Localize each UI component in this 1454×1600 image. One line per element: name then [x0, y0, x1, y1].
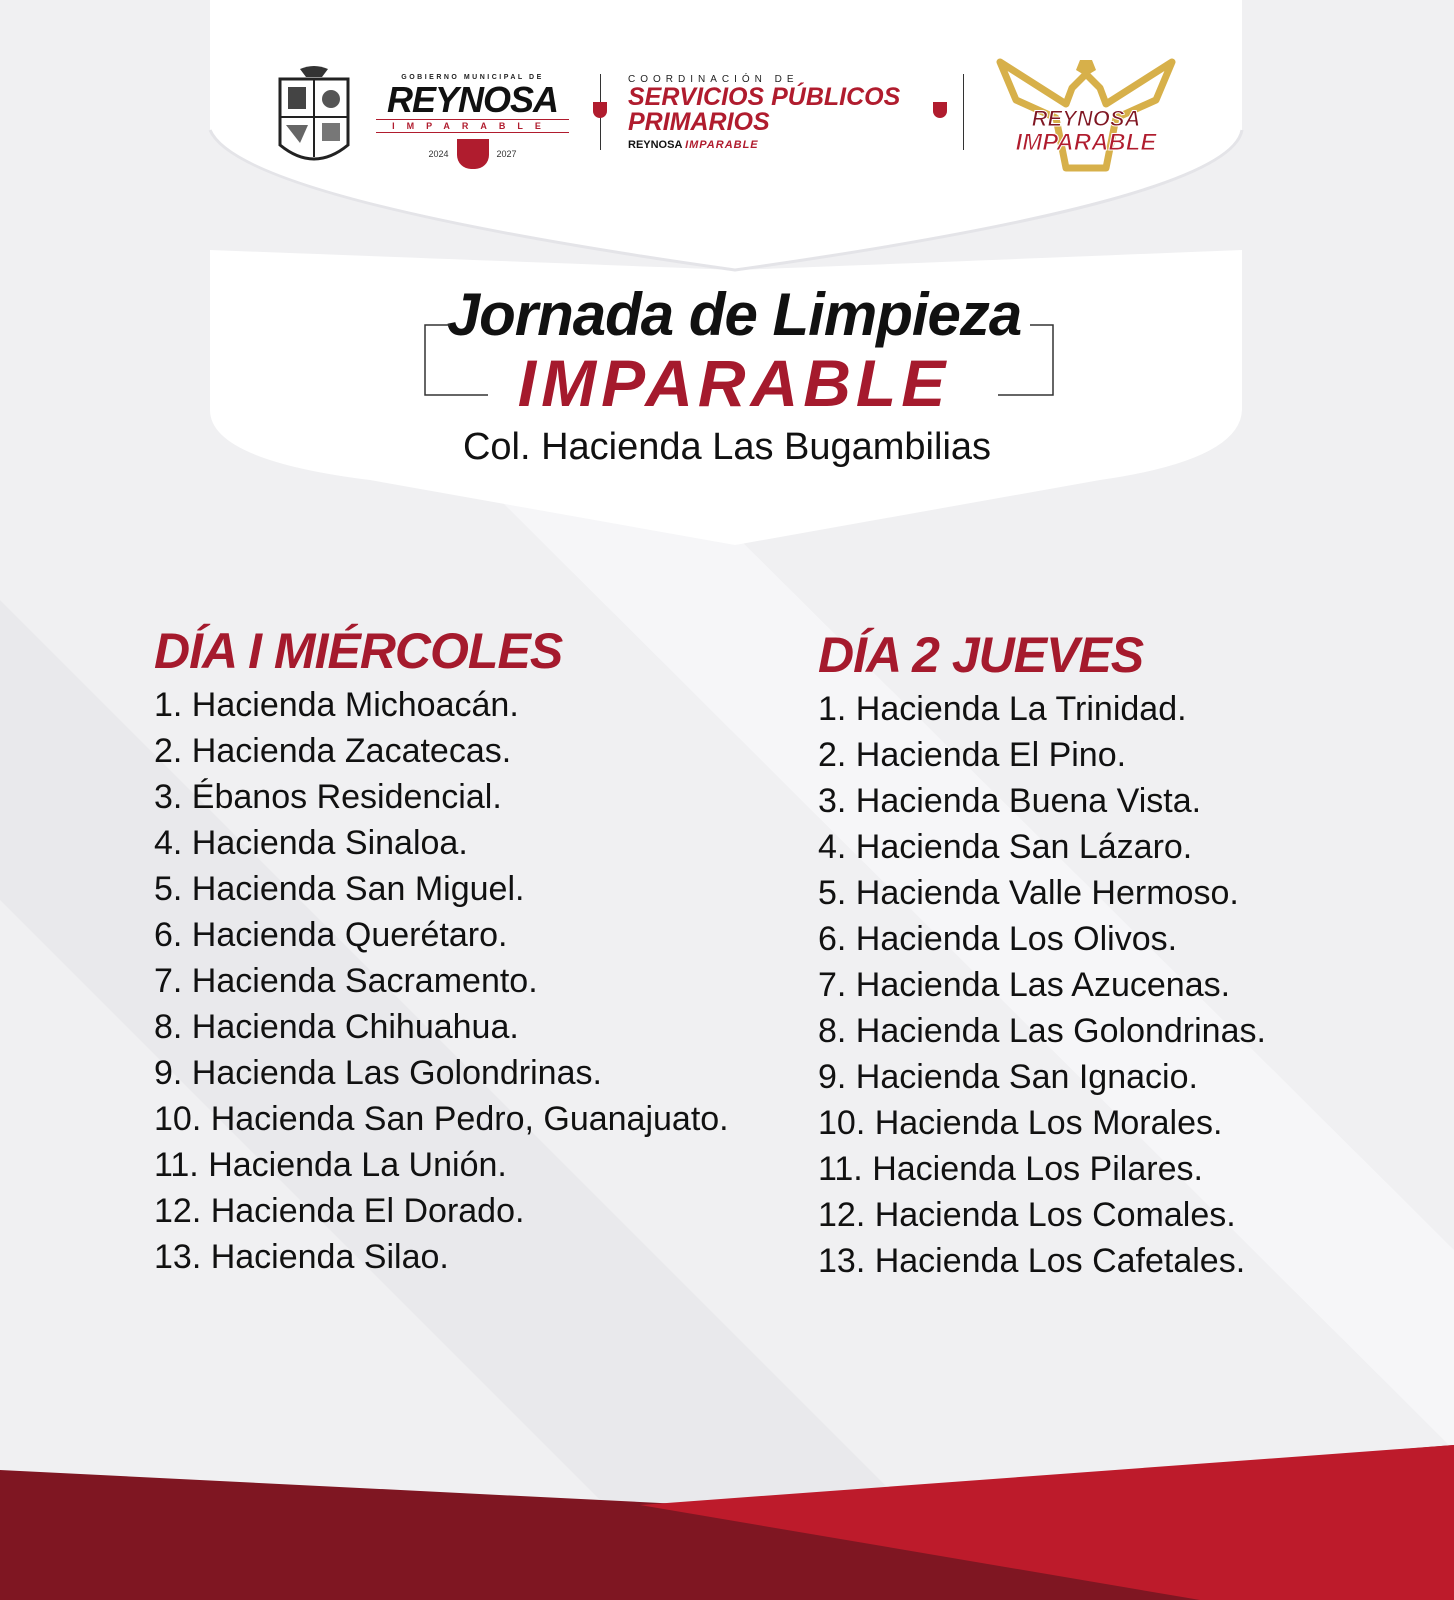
page-title-highlight: IMPARABLE	[517, 346, 951, 420]
coordination-foot-city: REYNOSA	[628, 139, 682, 151]
day-2-column	[818, 626, 1266, 1284]
list-item: 8. Hacienda Las Golondrinas.	[818, 1012, 1266, 1050]
list-item: 12. Hacienda Los Comales.	[818, 1196, 1236, 1234]
coordination-sub: COORDINACIÓN DE	[628, 74, 799, 85]
list-item: 9. Hacienda San Ignacio.	[818, 1058, 1198, 1096]
coordination-line1: SERVICIOS PÚBLICOS	[628, 83, 901, 111]
brand-tag: IMPARABLE	[1015, 129, 1157, 156]
list-item: 7. Hacienda Las Azucenas.	[818, 966, 1231, 1004]
list-item: 7. Hacienda Sacramento.	[154, 962, 538, 1000]
municipality-name: REYNOSA	[386, 79, 559, 120]
list-item: 12. Hacienda El Dorado.	[154, 1192, 525, 1230]
page-subtitle: Col. Hacienda Las Bugambilias	[462, 426, 992, 468]
page-title: Jornada de Limpieza	[446, 281, 1022, 348]
brand-name: REYNOSA	[1031, 106, 1141, 131]
list-item: 6. Hacienda Los Olivos.	[818, 920, 1178, 958]
list-item: 6. Hacienda Querétaro.	[154, 916, 508, 954]
day-2-heading: DÍA 2 JUEVES	[818, 627, 1144, 683]
list-item: 13. Hacienda Los Cafetales.	[818, 1242, 1246, 1280]
title-bracket	[0, 0, 1454, 420]
list-item: 4. Hacienda San Lázaro.	[818, 828, 1193, 866]
list-item: 8. Hacienda Chihuahua.	[154, 1008, 519, 1046]
list-item: 3. Ébanos Residencial.	[154, 778, 502, 816]
municipality-tagline: IMPARABLE	[376, 119, 569, 133]
list-item: 4. Hacienda Sinaloa.	[154, 824, 468, 862]
coordination-line2: PRIMARIOS	[628, 108, 770, 136]
list-item: 11. Hacienda La Unión.	[154, 1146, 507, 1184]
day-1-list	[154, 682, 729, 1280]
list-item: 1. Hacienda La Trinidad.	[818, 690, 1187, 728]
list-item: 11. Hacienda Los Pilares.	[818, 1150, 1203, 1188]
list-item: 10. Hacienda Los Morales.	[818, 1104, 1223, 1142]
list-item: 10. Hacienda San Pedro, Guanajuato.	[154, 1100, 729, 1138]
list-item: 5. Hacienda Valle Hermoso.	[818, 874, 1239, 912]
year-start: 2024	[428, 149, 449, 159]
list-item: 9. Hacienda Las Golondrinas.	[154, 1054, 602, 1092]
list-item: 3. Hacienda Buena Vista.	[818, 782, 1202, 820]
year-end: 2027	[496, 149, 517, 159]
day-1-column	[154, 622, 729, 1280]
list-item: 13. Hacienda Silao.	[154, 1238, 449, 1276]
list-item: 1. Hacienda Michoacán.	[154, 686, 519, 724]
list-item: 2. Hacienda Zacatecas.	[154, 732, 512, 770]
day-2-list	[818, 686, 1266, 1284]
day-1-heading: DÍA I MIÉRCOLES	[154, 623, 563, 679]
municipality-sub: GOBIERNO MUNICIPAL DE	[401, 74, 544, 81]
coordination-foot-tag: IMPARABLE	[685, 139, 759, 151]
list-item: 5. Hacienda San Miguel.	[154, 870, 525, 908]
list-item: 2. Hacienda El Pino.	[818, 736, 1127, 774]
